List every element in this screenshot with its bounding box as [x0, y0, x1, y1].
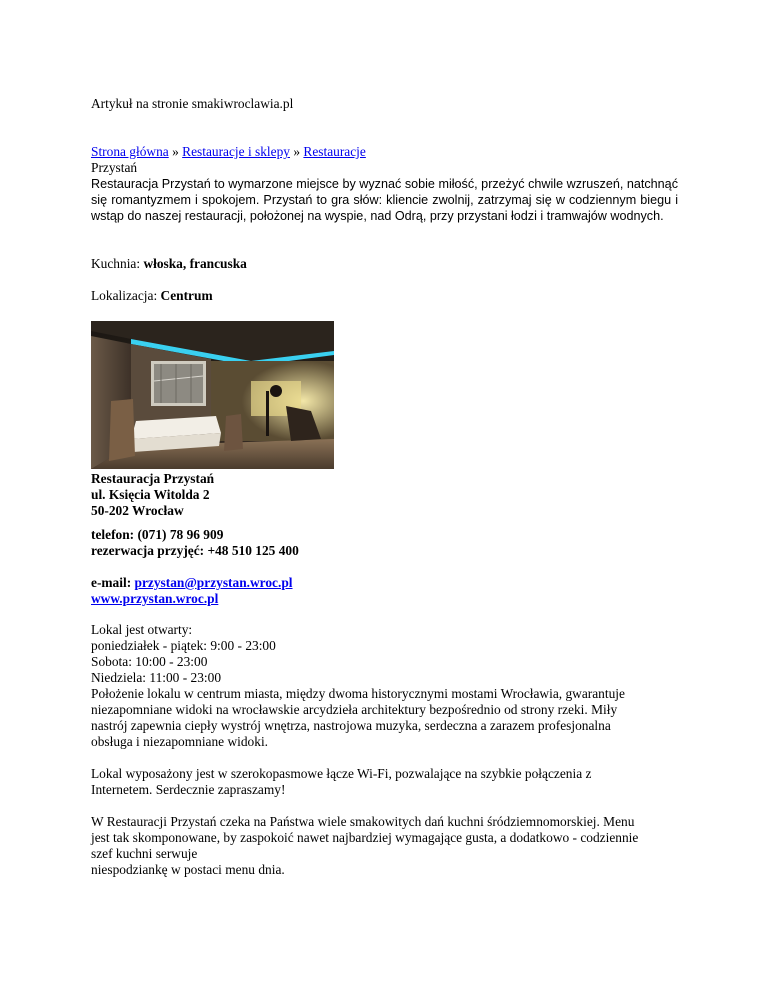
breadcrumb-restaurants-link[interactable]: Restauracje — [303, 144, 366, 159]
opening-hours — [91, 622, 276, 686]
cuisine-value: włoska, francuska — [143, 256, 247, 271]
cuisine-line — [91, 256, 247, 272]
paragraph-line: W Restauracji Przystań czeka na Państwa wiele smakowitych dań kuchni śródziemnomorskiej. Menu — [91, 814, 635, 829]
paragraph-line: niezapomniane widoki na wrocławskie arcydzieła architektury bezpośrednio od strony rzeki. Miły — [91, 702, 618, 717]
wifi-description — [91, 766, 678, 798]
contact-block — [91, 575, 293, 607]
paragraph-line: nastrój zapewnia ciepły wystrój wnętrza, nastrojowa muzyka, serdeczna a zarazem profesjonalna — [91, 718, 611, 733]
email-line — [91, 575, 293, 591]
restaurant-name: Restauracja Przystań — [91, 471, 215, 486]
breadcrumb-restaurants-shops-link[interactable]: Restauracje i sklepy — [182, 144, 290, 159]
hours-saturday: Sobota: 10:00 - 23:00 — [91, 654, 208, 669]
phone-number: telefon: (071) 78 96 909 — [91, 527, 224, 542]
restaurant-interior-photo — [91, 321, 334, 469]
breadcrumb-home-link[interactable]: Strona główna — [91, 144, 169, 159]
paragraph-line: Położenie lokalu w centrum miasta, między dwoma historycznymi mostami Wrocławia, gwarantuje — [91, 686, 625, 701]
breadcrumb-separator: » — [293, 144, 304, 159]
location-value: Centrum — [160, 288, 213, 303]
address-block — [91, 471, 214, 519]
location-label: Lokalizacja: — [91, 288, 161, 303]
phone-block — [91, 527, 299, 559]
breadcrumb — [91, 144, 366, 160]
paragraph-line: Internetem. Serdecznie zapraszamy! — [91, 782, 286, 797]
paragraph-line: jest tak skomponowane, by zaspokoić nawet najbardziej wymagające gusta, a dodatkowo - codziennie — [91, 830, 639, 845]
postal-city: 50-202 Wrocław — [91, 503, 184, 518]
website-line — [91, 591, 293, 607]
paragraph-line: szef kuchni serwuje — [91, 846, 198, 861]
street-address: ul. Księcia Witolda 2 — [91, 487, 210, 502]
hours-weekdays: poniedziałek - piątek: 9:00 - 23:00 — [91, 638, 276, 653]
website-link[interactable]: www.przystan.wroc.pl — [91, 591, 219, 606]
paragraph-line: Lokal wyposażony jest w szerokopasmowe łącze Wi-Fi, pozwalające na szybkie połączenia z — [91, 766, 592, 781]
paragraph-line: niespodziankę w postaci menu dnia. — [91, 862, 285, 877]
article-title: Przystań — [91, 160, 138, 175]
hours-sunday: Niedziela: 11:00 - 23:00 — [91, 670, 222, 685]
menu-description — [91, 814, 678, 878]
source-note: Artykuł na stronie smakiwroclawia.pl — [91, 96, 294, 111]
location-line — [91, 288, 213, 304]
breadcrumb-separator: » — [172, 144, 183, 159]
email-label: e-mail: — [91, 575, 135, 590]
paragraph-line: obsługa i niezapomniane widoki. — [91, 734, 269, 749]
email-link[interactable]: przystan@przystan.wroc.pl — [134, 575, 293, 590]
location-description — [91, 686, 678, 750]
cuisine-label: Kuchnia: — [91, 256, 144, 271]
hours-heading: Lokal jest otwarty: — [91, 622, 193, 637]
intro-paragraph: Restauracja Przystań to wymarzone miejsce by wyznać sobie miłość, przeżyć chwile wzruszeń, natchnąć się romantyzmem i spokojem. Przystań to gra słów: kliencie zwolnij, zatrzymaj się w codziennym biegu i wstąp do naszej restauracji, położonej na wyspie, nad Odrą, przy przystani łodzi i tramwajów wodnych. — [91, 177, 678, 223]
reservation-number: rezerwacja przyjęć: +48 510 125 400 — [91, 543, 299, 558]
